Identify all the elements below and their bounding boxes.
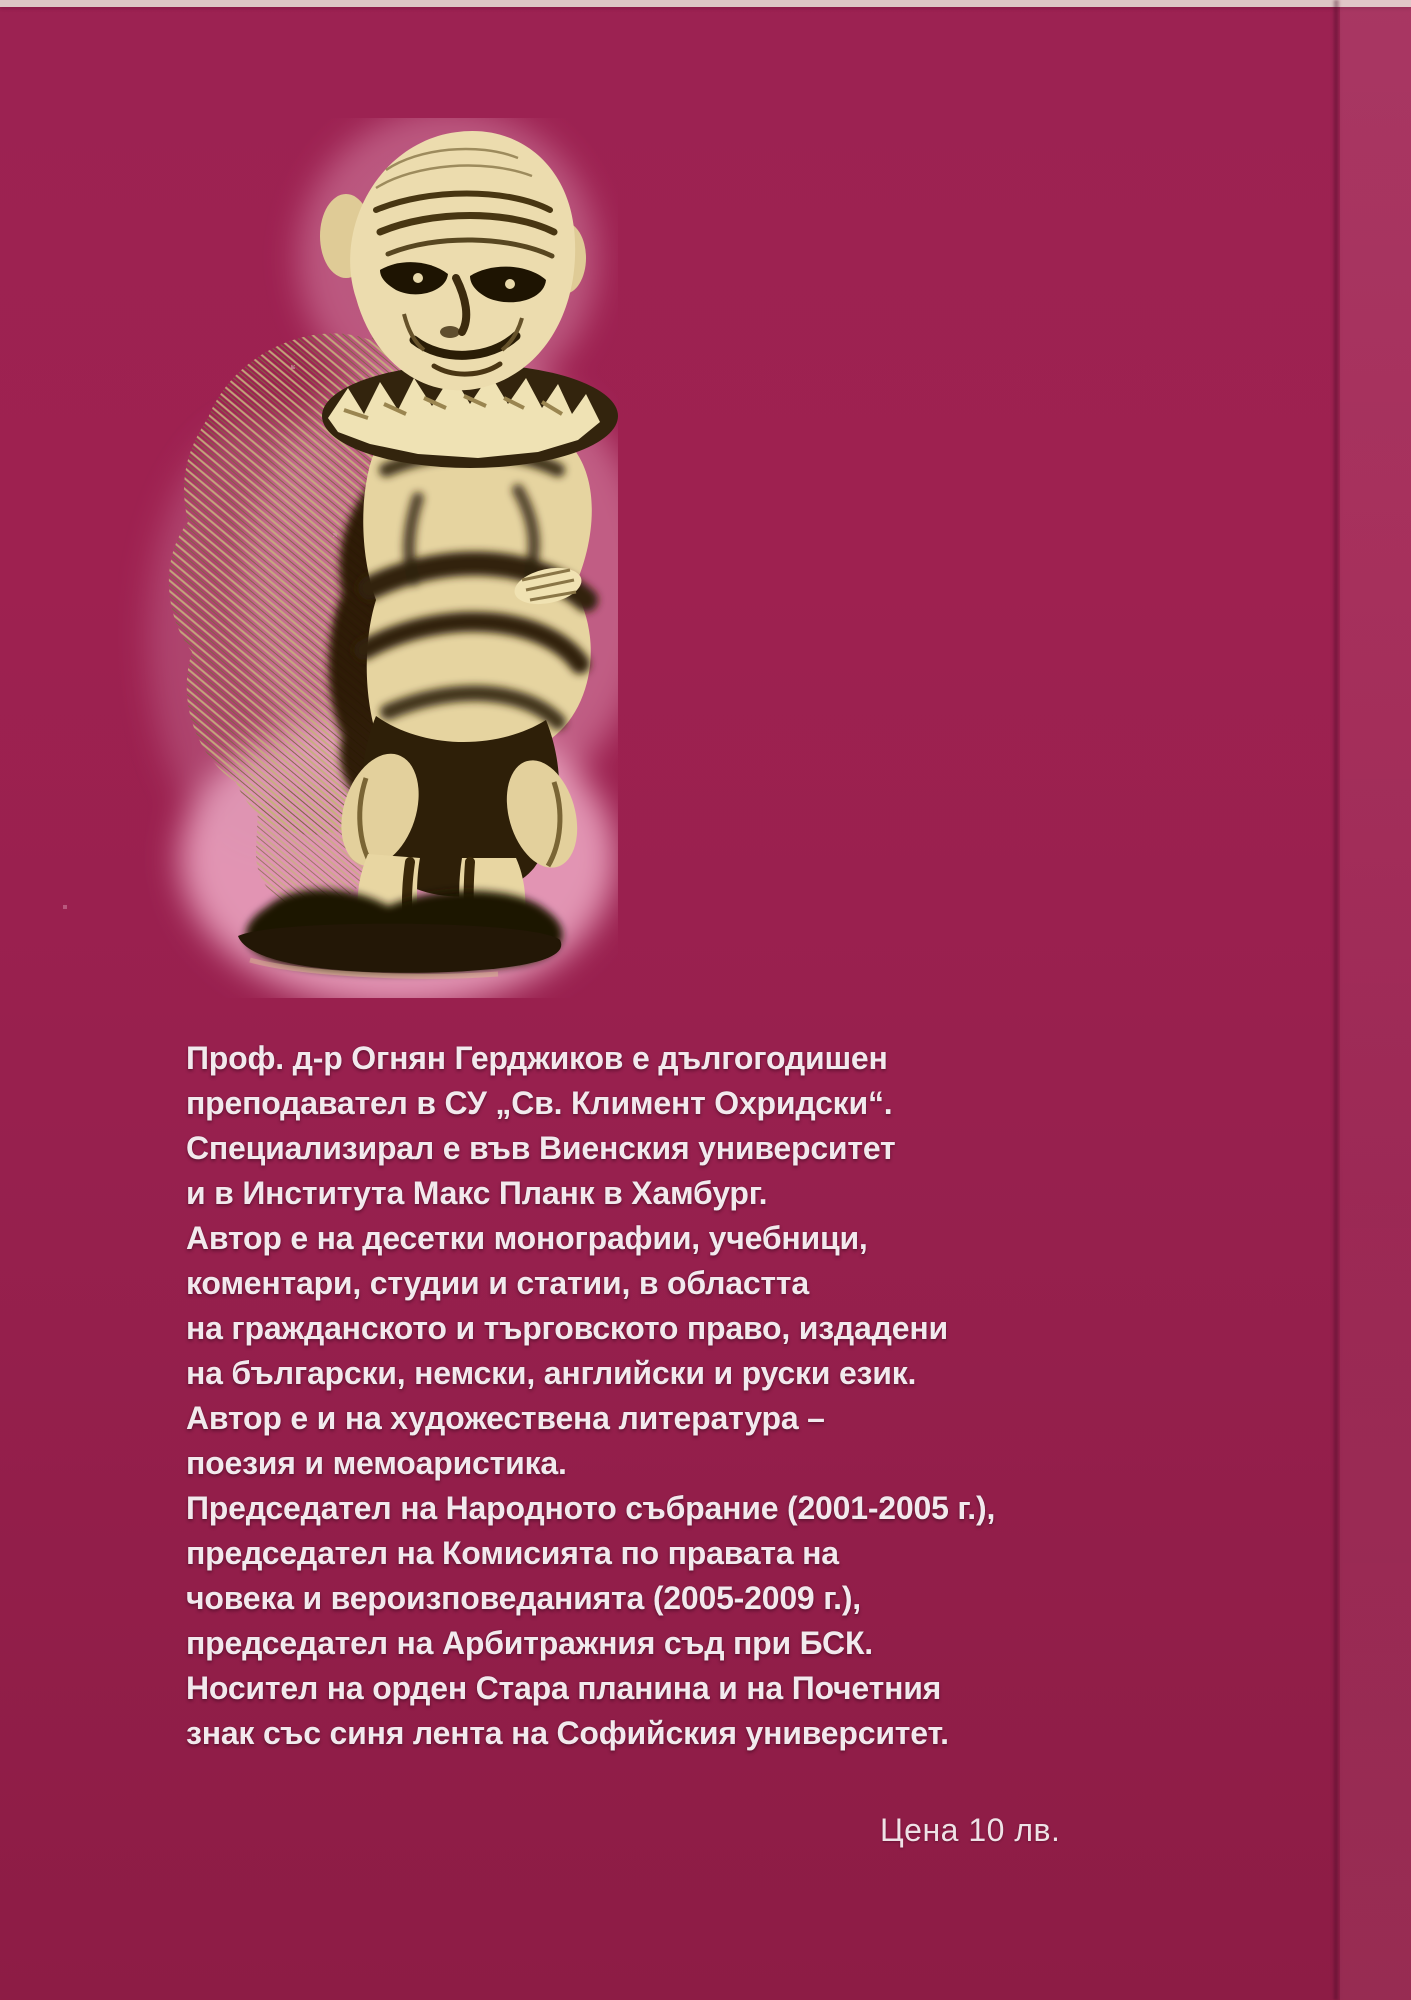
bio-text-line: коментари, студии и статии, в областта — [186, 1265, 809, 1301]
statue-illustration — [118, 118, 618, 998]
bio-text-line: председател на Арбитражния съд при БСК. — [186, 1625, 873, 1661]
bio-text-line: Проф. д-р Огнян Герджиков е дългогодишен — [186, 1040, 888, 1076]
cover-right-strip — [1340, 0, 1411, 2000]
price-label: Цена 10 лв. — [880, 1812, 1061, 1848]
spine-crease — [1332, 0, 1340, 2000]
author-bio-text — [186, 1036, 995, 1756]
bio-text-line: председател на Комисията по правата на — [186, 1535, 839, 1571]
bio-text-line: Специализирал е във Виенския университет — [186, 1130, 896, 1166]
dust-specks — [0, 0, 2, 2]
bio-text-line: Носител на орден Стара планина и на Почетния — [186, 1670, 942, 1706]
page-top-edge — [0, 0, 1411, 7]
bio-text-line: човека и вероизповеданията (2005-2009 г.), — [186, 1580, 861, 1616]
bio-text-line: Председател на Народното събрание (2001-2005 г.), — [186, 1490, 996, 1526]
bio-text-line: на български, немски, английски и руски език. — [186, 1355, 917, 1391]
bio-text-line: преподавател в СУ „Св. Климент Охридски“. — [186, 1085, 893, 1121]
bio-text-line: на гражданското и търговското право, издадени — [186, 1310, 948, 1346]
bio-text-line: Автор е на десетки монографии, учебници, — [186, 1220, 868, 1256]
bio-text-line: и в Института Макс Планк в Хамбург. — [186, 1175, 768, 1211]
bio-text-line: знак със синя лента на Софийския университет. — [186, 1715, 949, 1751]
author-caricature-statue-image — [118, 118, 618, 998]
bio-text-line: Автор е и на художествена литература – — [186, 1400, 825, 1436]
bio-text-line: поезия и мемоаристика. — [186, 1445, 567, 1481]
